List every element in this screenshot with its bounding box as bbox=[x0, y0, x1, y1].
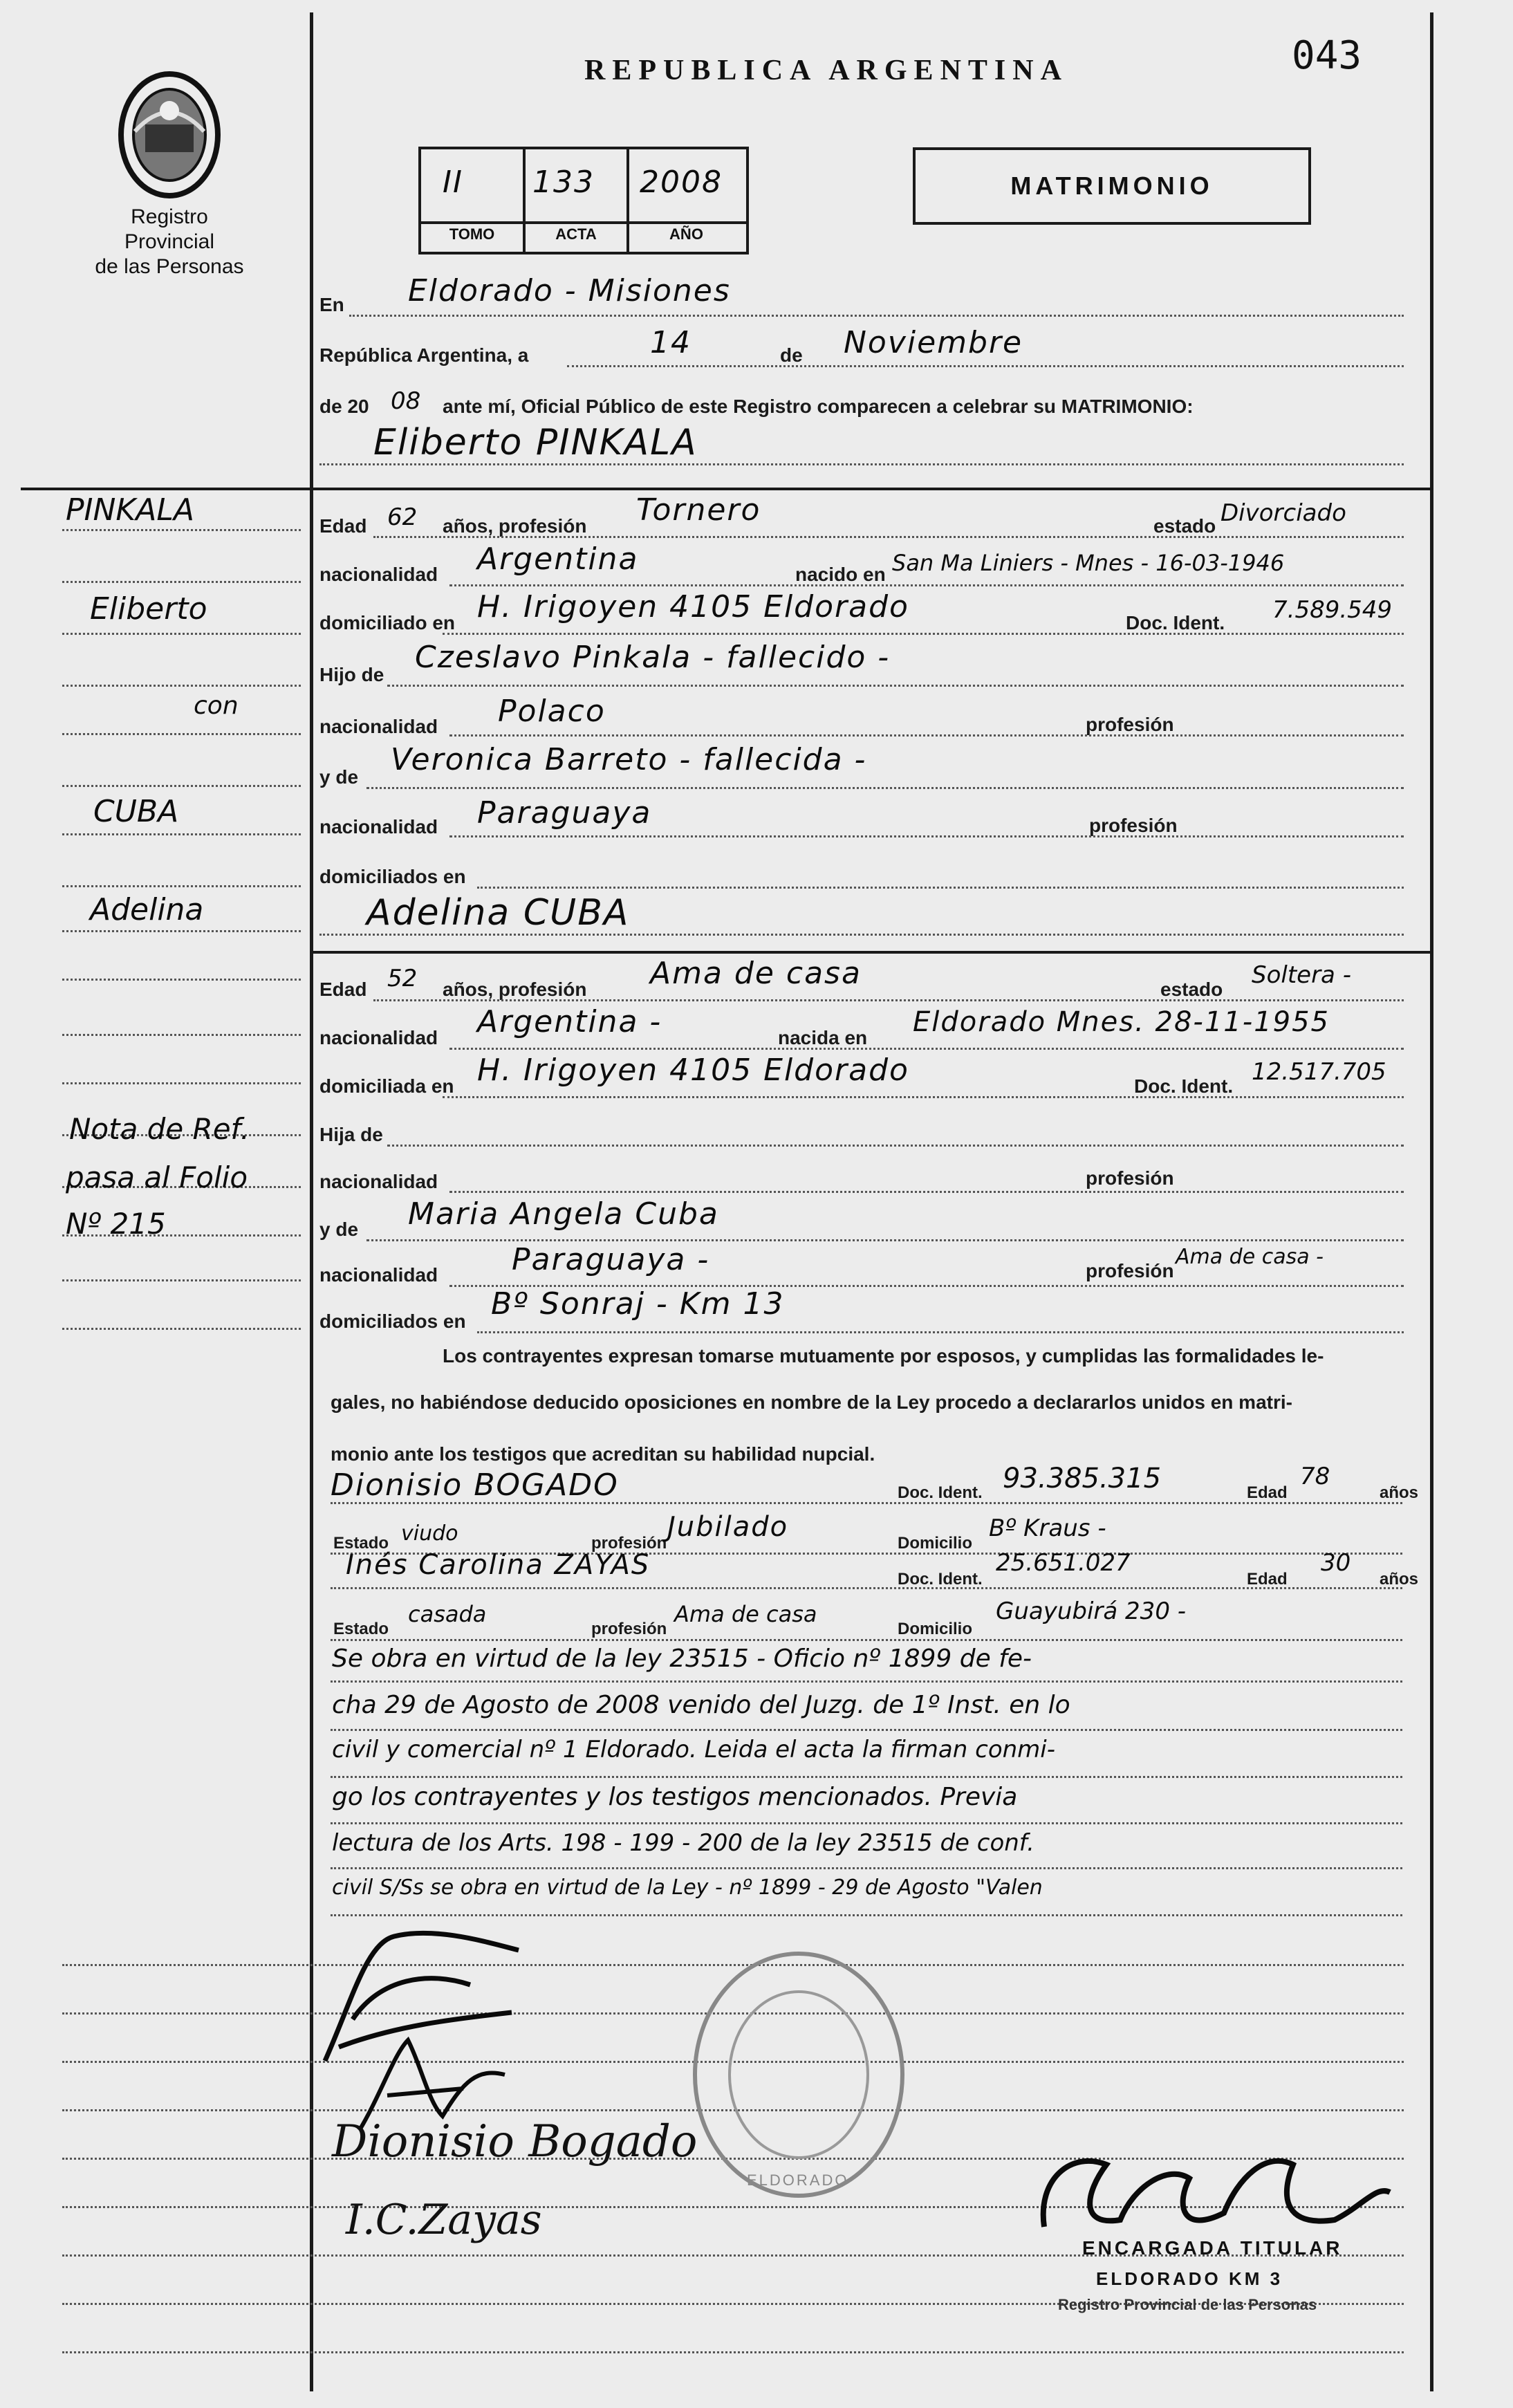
acta-value: 133 bbox=[532, 165, 595, 200]
bride-doc: 12.517.705 bbox=[1252, 1058, 1386, 1086]
bride-estado: Soltera - bbox=[1252, 961, 1351, 989]
groom-madre: Veronica Barreto - fallecida - bbox=[391, 742, 867, 777]
groom-full-name: Eliberto PINKALA bbox=[373, 422, 698, 463]
declaration-line-2: gales, no habiéndose deducido oposiciones en nombre de la Ley procedo a declararlos unidos en matri- bbox=[331, 1391, 1292, 1413]
anio-value: 2008 bbox=[640, 165, 723, 200]
month-value: Noviembre bbox=[844, 325, 1023, 360]
bride-nacida: Eldorado Mnes. 28-11-1955 bbox=[913, 1006, 1330, 1038]
acta-label: ACTA bbox=[555, 225, 597, 243]
year-suffix: 08 bbox=[391, 387, 421, 415]
witness2-doc-label: Doc. Ident. bbox=[898, 1570, 983, 1589]
margin-note-3: Nº 215 bbox=[66, 1207, 166, 1241]
groom-padre-nac-label: nacionalidad bbox=[319, 716, 438, 737]
intro-text: ante mí, Oficial Público de este Registro comparecen a celebrar su MATRIMONIO: bbox=[443, 396, 1194, 417]
declaration-line-3: monio ante los testigos que acreditan su habilidad nupcial. bbox=[331, 1443, 875, 1465]
groom-profesion: Tornero bbox=[636, 492, 761, 528]
right-margin-rule bbox=[1430, 12, 1433, 2391]
witness1-domicilio-label: Domicilio bbox=[898, 1534, 973, 1553]
witness1-edad: 78 bbox=[1300, 1463, 1330, 1490]
country-title: REPUBLICA ARGENTINA bbox=[584, 55, 1068, 86]
note-line-4: go los contrayentes y los testigos mencionados. Previa bbox=[332, 1783, 1018, 1811]
witness1-estado-label: Estado bbox=[333, 1534, 389, 1553]
tomo-label: TOMO bbox=[449, 225, 495, 243]
margin-con: con bbox=[194, 692, 239, 720]
bride-madre-prof-label: profesión bbox=[1086, 1260, 1174, 1281]
groom-domicilio-label: domiciliado en bbox=[319, 612, 456, 633]
witness2-estado: casada bbox=[408, 1601, 487, 1627]
witness2-domicilio: Guayubirá 230 - bbox=[996, 1597, 1187, 1625]
note-line-5: lectura de los Arts. 198 - 199 - 200 de la ley 23515 de conf. bbox=[332, 1829, 1034, 1857]
bride-madre-nac: Paraguaya - bbox=[512, 1242, 710, 1277]
groom-edad-label: Edad bbox=[319, 515, 367, 537]
bride-madre-prof: Ama de casa - bbox=[1176, 1245, 1324, 1269]
bride-madre-nac-label: nacionalidad bbox=[319, 1264, 438, 1286]
day-value: 14 bbox=[650, 325, 691, 360]
witness2-doc: 25.651.027 bbox=[996, 1549, 1131, 1577]
bride-yde-label: y de bbox=[319, 1219, 359, 1240]
folio-number: 043 bbox=[1292, 33, 1362, 78]
groom-nacionalidad-label: nacionalidad bbox=[319, 564, 438, 585]
margin-note-2: pasa al Folio bbox=[66, 1160, 248, 1194]
witness2-anos-label: años bbox=[1380, 1570, 1419, 1589]
round-seal-text: ELDORADO bbox=[747, 2171, 849, 2189]
bride-padre-prof-label: profesión bbox=[1086, 1167, 1174, 1189]
declaration-line-1: Los contrayentes expresan tomarse mutuamente por esposos, y cumplidas las formalidades le- bbox=[443, 1345, 1324, 1367]
margin-note-1: Nota de Ref. bbox=[69, 1112, 250, 1146]
groom-madre-nac: Paraguaya bbox=[477, 795, 652, 831]
bride-domiciliados: Bº Sonraj - Km 13 bbox=[491, 1286, 785, 1322]
bride-hija-label: Hija de bbox=[319, 1124, 383, 1145]
en-label: En bbox=[319, 294, 344, 315]
groom-doc: 7.589.549 bbox=[1272, 596, 1393, 624]
bride-profesion: Ama de casa bbox=[650, 956, 862, 991]
margin-name-1: Eliberto bbox=[90, 591, 207, 627]
groom-doc-label: Doc. Ident. bbox=[1126, 612, 1225, 633]
officer-stamp-line-1: ENCARGADA TITULAR bbox=[1082, 2237, 1343, 2259]
registry-name-line1: Registro Provincial bbox=[124, 205, 215, 253]
groom-madre-prof-label: profesión bbox=[1089, 815, 1178, 836]
de-label: de bbox=[780, 344, 803, 366]
margin-surname-2: CUBA bbox=[93, 794, 179, 829]
witness1-doc-label: Doc. Ident. bbox=[898, 1483, 983, 1502]
groom-estado-label: estado bbox=[1153, 515, 1216, 537]
bride-madre: Maria Angela Cuba bbox=[408, 1196, 719, 1232]
groom-nacido-label: nacido en bbox=[795, 564, 886, 585]
bride-padre-nac-label: nacionalidad bbox=[319, 1171, 438, 1192]
witness1-profesion: Jubilado bbox=[667, 1511, 789, 1543]
bride-domicilio: H. Irigoyen 4105 Eldorado bbox=[477, 1053, 909, 1088]
bride-estado-label: estado bbox=[1160, 979, 1223, 1000]
round-seal-icon bbox=[685, 1943, 913, 2206]
groom-domiciliados-label: domiciliados en bbox=[319, 866, 466, 887]
year-prefix: de 20 bbox=[319, 396, 369, 417]
witness1-estado: viudo bbox=[401, 1521, 458, 1546]
bride-domiciliados-label: domiciliados en bbox=[319, 1310, 466, 1332]
witness2-profesion: Ama de casa bbox=[674, 1601, 817, 1627]
witness1-signature: Dionisio Bogado bbox=[332, 2116, 698, 2167]
groom-profesion-label: años, profesión bbox=[443, 515, 587, 537]
officer-stamp-line-2: ELDORADO KM 3 bbox=[1096, 2268, 1283, 2289]
bride-edad: 52 bbox=[387, 965, 418, 992]
groom-edad: 62 bbox=[387, 503, 418, 531]
registry-name-line2: de las Personas bbox=[95, 255, 244, 278]
witness1-anos-label: años bbox=[1380, 1483, 1419, 1502]
provincial-seal-icon bbox=[104, 66, 235, 204]
groom-domicilio: H. Irigoyen 4105 Eldorado bbox=[477, 589, 909, 624]
anio-label: AÑO bbox=[669, 225, 703, 243]
bride-profesion-label: años, profesión bbox=[443, 979, 587, 1000]
record-type: MATRIMONIO bbox=[1010, 172, 1214, 200]
witness1-profesion-label: profesión bbox=[591, 1534, 667, 1553]
groom-nacionalidad: Argentina bbox=[477, 541, 639, 577]
bride-doc-label: Doc. Ident. bbox=[1134, 1075, 1234, 1097]
witness1-doc: 93.385.315 bbox=[1003, 1463, 1162, 1494]
officer-stamp-line-3: Registro Provincial de las Personas bbox=[1058, 2296, 1317, 2313]
groom-yde-label: y de bbox=[319, 766, 359, 788]
bride-nacionalidad-label: nacionalidad bbox=[319, 1027, 438, 1048]
witness2-profesion-label: profesión bbox=[591, 1620, 667, 1638]
note-line-1: Se obra en virtud de la ley 23515 - Oficio nº 1899 de fe- bbox=[332, 1645, 1032, 1673]
witness1-domicilio: Bº Kraus - bbox=[989, 1515, 1106, 1542]
bride-domicilio-label: domiciliada en bbox=[319, 1075, 454, 1097]
note-line-3: civil y comercial nº 1 Eldorado. Leida el acta la firman conmi- bbox=[332, 1736, 1055, 1763]
witness2-domicilio-label: Domicilio bbox=[898, 1620, 973, 1638]
witness2-edad: 30 bbox=[1321, 1549, 1351, 1577]
witness2-estado-label: Estado bbox=[333, 1620, 389, 1638]
witness2-edad-label: Edad bbox=[1247, 1570, 1288, 1589]
witness2-name: Inés Carolina ZAYAS bbox=[346, 1549, 651, 1581]
note-line-6: civil S/Ss se obra en virtud de la Ley - nº 1899 - 29 de Agosto "Valen bbox=[332, 1876, 1043, 1900]
groom-padre: Czeslavo Pinkala - fallecido - bbox=[415, 640, 891, 675]
groom-padre-nac: Polaco bbox=[498, 694, 606, 729]
tomo-value: II bbox=[443, 165, 463, 200]
bride-edad-label: Edad bbox=[319, 979, 367, 1000]
groom-estado: Divorciado bbox=[1220, 499, 1346, 527]
groom-madre-nac-label: nacionalidad bbox=[319, 816, 438, 837]
witness2-signature: I.C.Zayas bbox=[346, 2196, 542, 2244]
margin-surname-1: PINKALA bbox=[66, 492, 194, 528]
republica-label: República Argentina, a bbox=[319, 344, 529, 366]
bride-nacida-label: nacida en bbox=[778, 1027, 868, 1048]
bride-nacionalidad: Argentina - bbox=[477, 1004, 662, 1039]
witness1-name: Dionisio BOGADO bbox=[331, 1467, 619, 1503]
groom-nacido: San Ma Liniers - Mnes - 16-03-1946 bbox=[892, 550, 1285, 576]
groom-padre-prof-label: profesión bbox=[1086, 714, 1174, 735]
bride-full-name: Adelina CUBA bbox=[366, 892, 630, 934]
margin-name-2: Adelina bbox=[90, 892, 204, 927]
note-line-2: cha 29 de Agosto de 2008 venido del Juzg. de 1º Inst. en lo bbox=[332, 1691, 1070, 1719]
place-value: Eldorado - Misiones bbox=[408, 273, 731, 308]
witness1-edad-label: Edad bbox=[1247, 1483, 1288, 1502]
groom-hijo-label: Hijo de bbox=[319, 664, 384, 685]
